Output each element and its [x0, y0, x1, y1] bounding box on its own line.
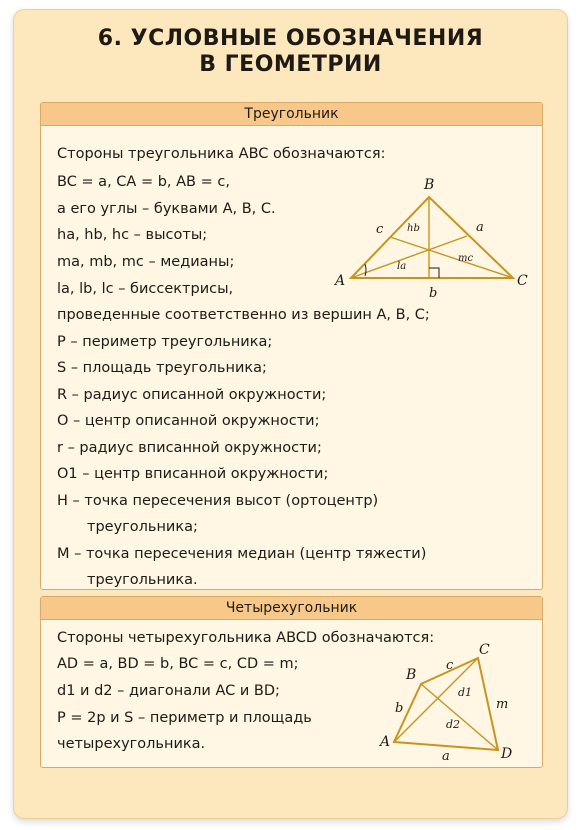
label-c: c [376, 222, 384, 237]
quad-line: P = 2p и S – периметр и площадь [57, 710, 312, 726]
label-m: m [496, 697, 509, 712]
quad-line: четырехугольника. [57, 736, 206, 752]
quad-line: Стороны четырехугольника ABCD обозначаются: [57, 630, 435, 646]
label-hb: hb [407, 223, 420, 234]
triangle-line: S – площадь треугольника; [57, 360, 267, 376]
label-A: A [335, 273, 346, 289]
triangle-line: la, lb, lc – биссектрисы, [57, 281, 234, 297]
title-line-2: В ГЕОМЕТРИИ [199, 52, 382, 77]
label-B: B [406, 667, 417, 683]
triangle-line: ha, hb, hc – высоты; [57, 227, 208, 243]
label-a: a [476, 220, 484, 235]
triangle-line: P – периметр треугольника; [57, 334, 273, 350]
label-la: la [397, 261, 407, 272]
label-D: D [501, 746, 513, 762]
quad-line: d1 и d2 – диагонали AC и BD; [57, 683, 280, 699]
quad-header: Четырехугольник [41, 597, 542, 620]
quad-line: AD = a, BD = b, BC = c, CD = m; [57, 656, 299, 672]
triangle-panel [40, 102, 543, 590]
triangle-line: Стороны треугольника ABC обозначаются: [57, 146, 386, 162]
triangle-line: треугольника; [87, 519, 198, 535]
title-line-1: 6. УСЛОВНЫЕ ОБОЗНАЧЕНИЯ [97, 26, 484, 51]
angle-a-mark [365, 264, 366, 276]
label-d1: d1 [458, 686, 473, 699]
triangle-line: а его углы – буквами A, B, C. [57, 201, 276, 217]
triangle-line: M – точка пересечения медиан (центр тяжести) [57, 546, 427, 562]
label-C: C [517, 273, 528, 289]
label-b: b [429, 286, 438, 301]
right-angle-mark [429, 268, 439, 278]
triangle-outline [351, 197, 513, 278]
triangle-line: ma, mb, mc – медианы; [57, 254, 235, 270]
poster [14, 10, 567, 818]
label-b: b [395, 701, 404, 716]
triangle-diagram [321, 173, 541, 303]
label-A: A [380, 734, 391, 750]
page-title [14, 26, 567, 78]
triangle-header: Треугольник [41, 103, 542, 126]
triangle-line: треугольника. [87, 572, 198, 588]
label-B: B [424, 177, 435, 193]
triangle-line: проведенные соответственно из вершин A, B, C; [57, 307, 430, 323]
label-c: c [446, 658, 454, 673]
triangle-line: r – радиус вписанной окружности; [57, 440, 322, 456]
label-C: C [479, 642, 490, 658]
label-mc: mc [458, 253, 474, 264]
triangle-line: O – центр описанной окружности; [57, 413, 320, 429]
label-a: a [442, 749, 450, 764]
triangle-line: BC = a, CA = b, AB = c, [57, 174, 230, 190]
triangle-line: H – точка пересечения высот (ортоцентр) [57, 493, 379, 509]
label-d2: d2 [446, 718, 461, 731]
triangle-line: O1 – центр вписанной окружности; [57, 466, 329, 482]
triangle-line: R – радиус описанной окружности; [57, 387, 327, 403]
quad-panel [40, 596, 543, 768]
quad-diagram [366, 642, 526, 764]
